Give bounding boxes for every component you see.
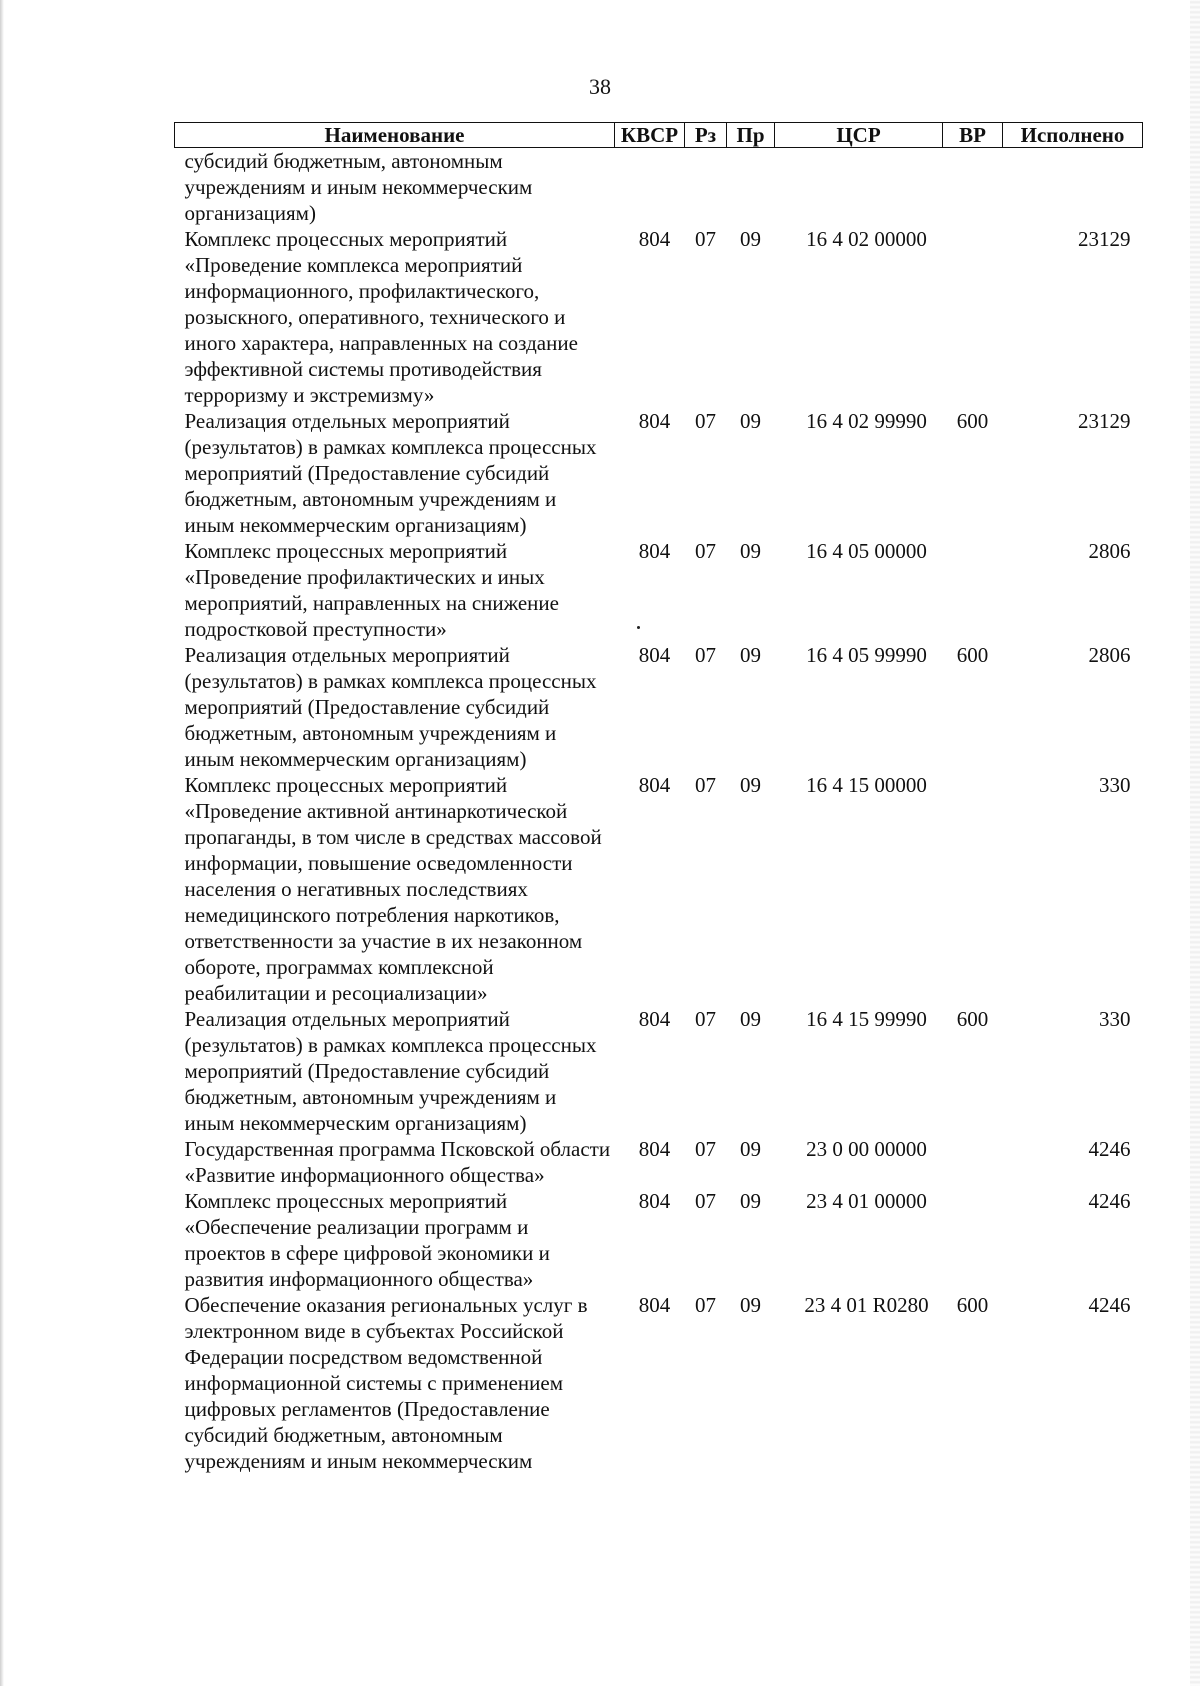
table-row bbox=[175, 772, 1143, 1006]
cell-executed: 23129 bbox=[1078, 227, 1131, 251]
cell-csr: 16 4 02 99990 bbox=[806, 409, 927, 433]
table-row bbox=[175, 642, 1143, 772]
cell-rz: 07 bbox=[695, 539, 716, 563]
table-row bbox=[175, 226, 1143, 408]
cell-vr: 600 bbox=[956, 1007, 989, 1031]
cell-kvsr: 804 bbox=[638, 409, 671, 433]
cell-rz: 07 bbox=[695, 773, 716, 797]
cell-vr bbox=[943, 1188, 1003, 1292]
cell-kvsr: 804 bbox=[638, 643, 671, 667]
page-number: 38 bbox=[589, 74, 611, 99]
table-row bbox=[175, 148, 1143, 227]
cell-csr: 16 4 15 00000 bbox=[806, 773, 927, 797]
table-row bbox=[175, 408, 1143, 538]
cell-csr: 16 4 02 00000 bbox=[806, 227, 927, 251]
cell-pr bbox=[727, 148, 775, 227]
cell-vr bbox=[943, 538, 1003, 642]
cell-vr bbox=[943, 148, 1003, 227]
cell-kvsr: 804 bbox=[638, 539, 671, 563]
table-header bbox=[175, 123, 1143, 148]
cell-name: Обеспечение оказания региональных услуг в электронном виде в субъектах Российской Федерации посредством ведомственной информационной системы с применением цифровых регламентов (Предоставление субсидий бюджетным, автономным учреждениям и иным некоммерческим bbox=[184, 1293, 588, 1473]
header-vr: ВР bbox=[943, 123, 1003, 148]
cell-name: Комплекс процессных мероприятий «Проведение комплекса мероприятий информационного, профилактического, розыскного, оперативного, технического и иного характера, направленных на создание эффективной системы противодействия терроризму и экстремизму» bbox=[184, 227, 578, 407]
cell-name: субсидий бюджетным, автономным учреждениям и иным некоммерческим организациям) bbox=[184, 149, 533, 225]
cell-rz: 07 bbox=[695, 227, 716, 251]
cell-kvsr bbox=[615, 148, 685, 227]
cell-pr: 09 bbox=[740, 1007, 761, 1031]
cell-vr bbox=[943, 772, 1003, 1006]
cell-kvsr: 804 bbox=[638, 227, 671, 251]
table-row bbox=[175, 1006, 1143, 1136]
cell-vr: 600 bbox=[956, 1293, 989, 1317]
cell-executed: 23129 bbox=[1078, 409, 1131, 433]
cell-vr bbox=[943, 1136, 1003, 1188]
cell-executed: 4246 bbox=[1088, 1293, 1131, 1317]
cell-kvsr: 804 bbox=[638, 1189, 671, 1213]
cell-rz: 07 bbox=[695, 643, 716, 667]
cell-name: Комплекс процессных мероприятий «Проведение активной антинаркотической пропаганды, в том числе в средствах массовой информации, повышение осведомленности населения о негативных последствиях немедицинского потребления наркотиков, ответственности за участие в их незаконном обороте, программах комплексной реабилитации и ресоциализации» bbox=[184, 773, 602, 1005]
header-csr: ЦСР bbox=[775, 123, 943, 148]
cell-csr: 16 4 15 99990 bbox=[806, 1007, 927, 1031]
cell-csr bbox=[775, 148, 943, 227]
cell-executed bbox=[1003, 148, 1143, 227]
cell-kvsr: 804 bbox=[638, 1137, 671, 1161]
cell-kvsr: 804 bbox=[638, 1293, 671, 1317]
cell-rz: 07 bbox=[695, 1007, 716, 1031]
scan-edge-right bbox=[1190, 0, 1200, 1686]
cell-name: Реализация отдельных мероприятий (результатов) в рамках комплекса процессных мероприятий (Предоставление субсидий бюджетным, автономным учреждениям и иным некоммерческим организациям) bbox=[184, 1007, 597, 1135]
cell-pr: 09 bbox=[740, 773, 761, 797]
cell-name: Реализация отдельных мероприятий (результатов) в рамках комплекса процессных мероприятий (Предоставление субсидий бюджетным, автономным учреждениям и иным некоммерческим организациям) bbox=[184, 643, 597, 771]
cell-executed: 2806 bbox=[1088, 643, 1131, 667]
cell-executed: 4246 bbox=[1088, 1189, 1131, 1213]
cell-pr: 09 bbox=[740, 539, 761, 563]
cell-pr: 09 bbox=[740, 1189, 761, 1213]
cell-vr: 600 bbox=[956, 643, 989, 667]
table-row bbox=[175, 1136, 1143, 1188]
cell-pr: 09 bbox=[740, 643, 761, 667]
cell-vr bbox=[943, 226, 1003, 408]
cell-name: Государственная программа Псковской области «Развитие информационного общества» bbox=[184, 1137, 611, 1187]
cell-executed: 2806 bbox=[1088, 539, 1131, 563]
cell-kvsr: 804 bbox=[638, 773, 671, 797]
cell-csr: 23 4 01 00000 bbox=[806, 1189, 927, 1213]
cell-vr: 600 bbox=[956, 409, 989, 433]
cell-executed: 4246 bbox=[1088, 1137, 1131, 1161]
header-kvsr: КВСР bbox=[615, 123, 685, 148]
cell-rz: 07 bbox=[695, 409, 716, 433]
header-rz: Рз bbox=[685, 123, 727, 148]
cell-kvsr: 804 bbox=[638, 1007, 671, 1031]
table-row bbox=[175, 538, 1143, 642]
header-pr: Пр bbox=[727, 123, 775, 148]
table-row bbox=[175, 1292, 1143, 1474]
cell-rz: 07 bbox=[695, 1293, 716, 1317]
cell-executed: 330 bbox=[1099, 773, 1131, 797]
table-body bbox=[175, 148, 1143, 1475]
cell-csr: 23 4 01 R0280 bbox=[804, 1293, 929, 1317]
cell-executed: 330 bbox=[1099, 1007, 1131, 1031]
table-row bbox=[175, 1188, 1143, 1292]
cell-name: Комплекс процессных мероприятий «Проведение профилактических и иных мероприятий, направленных на снижение подростковой преступности» bbox=[184, 539, 559, 641]
header-executed: Исполнено bbox=[1003, 123, 1143, 148]
cell-csr: 16 4 05 99990 bbox=[806, 643, 927, 667]
scan-edge-left bbox=[0, 0, 4, 1686]
cell-pr: 09 bbox=[740, 227, 761, 251]
cell-rz: 07 bbox=[695, 1189, 716, 1213]
cell-pr: 09 bbox=[740, 1137, 761, 1161]
cell-rz: 07 bbox=[695, 1137, 716, 1161]
cell-csr: 16 4 05 00000 bbox=[806, 539, 927, 563]
cell-name: Реализация отдельных мероприятий (результатов) в рамках комплекса процессных мероприятий (Предоставление субсидий бюджетным, автономным учреждениям и иным некоммерческим организациям) bbox=[184, 409, 597, 537]
scan-speck bbox=[637, 626, 640, 629]
cell-pr: 09 bbox=[740, 1293, 761, 1317]
header-row bbox=[175, 123, 1143, 148]
cell-name: Комплекс процессных мероприятий «Обеспечение реализации программ и проектов в сфере цифровой экономики и развития информационного общества» bbox=[184, 1189, 550, 1291]
header-name: Наименование bbox=[175, 123, 615, 148]
cell-csr: 23 0 00 00000 bbox=[806, 1137, 927, 1161]
cell-pr: 09 bbox=[740, 409, 761, 433]
cell-rz bbox=[685, 148, 727, 227]
budget-table bbox=[174, 122, 1143, 1474]
